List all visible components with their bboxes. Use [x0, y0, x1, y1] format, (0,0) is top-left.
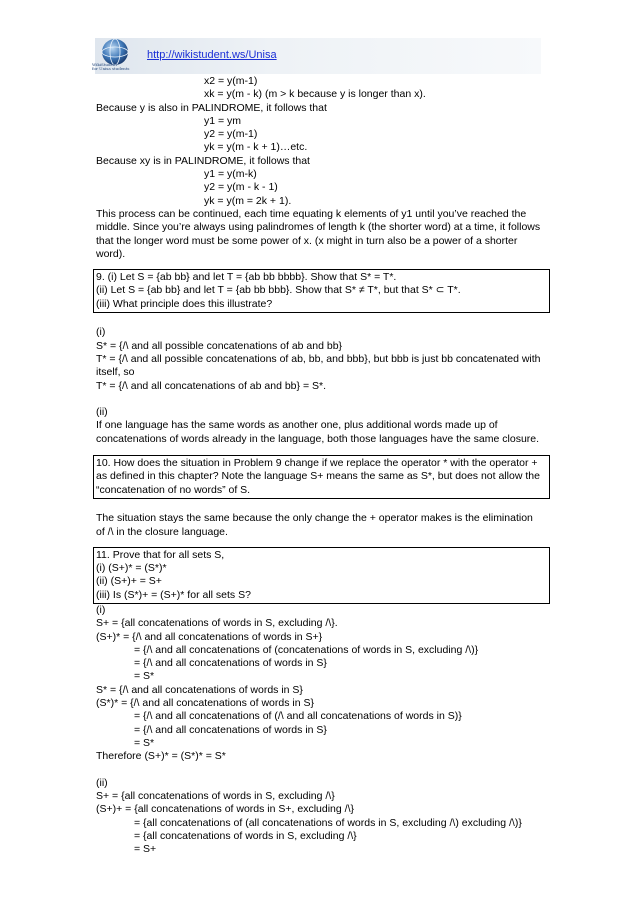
text-line: xk = y(m - k) (m > k because y is longer than x). — [204, 88, 426, 101]
logo-subtext: for Unisa students — [92, 66, 130, 71]
text-line: = {/\ and all concatenations of words in S} — [134, 657, 327, 670]
text-line: S* = {/\ and all concatenations of words in S} — [96, 683, 303, 696]
question-11-box — [93, 547, 550, 604]
text-line: T* = {/\ and all concatenations of ab and bb} = S*. — [96, 379, 327, 392]
question-line: (ii) Let S = {ab bb} and let T = {ab bb bbb}. Show that S* ≠ T*, but that S* ⊂ T*. — [96, 284, 461, 297]
text-line: = S* — [134, 736, 155, 749]
text-line: = S* — [134, 670, 155, 683]
text-line: = {/\ and all concatenations of (/\ and all concatenations of words in S)} — [134, 710, 462, 723]
text-line: S+ = {all concatenations of words in S, excluding /\} — [96, 790, 335, 803]
text-line: Therefore (S+)* = (S*)* = S* — [96, 750, 226, 763]
paragraph: This process can be continued, each time equating k elements of y1 until you’ve reached the middle. Since you’re always using palindromes of length k (the shorter word) at a time, it follows that the longer word must be some power of x. (x might in turn also be a power of a shorter word). — [96, 207, 541, 260]
text-line: y2 = y(m - k - 1) — [204, 181, 278, 194]
question-line: (i) (S+)* = (S*)* — [96, 562, 167, 575]
text-line: (S*)* = {/\ and all concatenations of words in S} — [96, 697, 315, 710]
logo-caption — [92, 63, 129, 71]
text-line: Because xy is in PALINDROME, it follows that — [96, 154, 310, 167]
text-line: (i) — [96, 603, 106, 616]
paragraph: T* = {/\ and all possible concatenations of ab, bb, and bbb}, but bbb is just bb concatenated with itself, so — [96, 352, 541, 379]
text-line: = {all concatenations of words in S, excluding /\} — [134, 830, 357, 843]
text-line: (i) — [96, 326, 106, 339]
text-line: (S+)* = {/\ and all concatenations of words in S+} — [96, 630, 323, 643]
question-line: (iii) What principle does this illustrate? — [96, 297, 273, 310]
text-line: y2 = y(m-1) — [204, 128, 258, 141]
text-line: yk = y(m = 2k + 1). — [204, 194, 292, 207]
text-line: = {/\ and all concatenations of (concatenations of words in S, excluding /\)} — [134, 643, 479, 656]
logo-text: WikiStudent — [92, 62, 118, 67]
text-line: S* = {/\ and all possible concatenations of ab and bb} — [96, 339, 343, 352]
question-line: (ii) (S+)+ = S+ — [96, 575, 162, 588]
document-body — [96, 75, 544, 857]
text-line: yk = y(m - k + 1)…etc. — [204, 141, 308, 154]
text-line: (S+)+ = {all concatenations of words in S+, excluding /\} — [96, 803, 354, 816]
question-text: 10. How does the situation in Problem 9 change if we replace the operator * with the operator + as defined in this chapter? Note the language S+ means the same as S*, but does not allow the “concatenation of no words” of S. — [96, 457, 540, 496]
text-line: (ii) — [96, 406, 108, 419]
question-line: 9. (i) Let S = {ab bb} and let T = {ab bb bbbb}. Show that S* = T*. — [96, 271, 397, 284]
text-line: = {/\ and all concatenations of words in S} — [134, 723, 327, 736]
text-line: y1 = y(m-k) — [204, 168, 257, 181]
text-line: x2 = y(m-1) — [204, 75, 258, 87]
paragraph: The situation stays the same because the only change the + operator makes is the elimination of /\ in the closure language. — [96, 512, 533, 538]
question-10-box — [93, 455, 550, 499]
question-line: (iii) Is (S*)+ = (S+)* for all sets S? — [96, 588, 251, 601]
paragraph: If one language has the same words as another one, plus additional words made up of concatenations of words already in the language, both those languages have the same closure. — [96, 419, 540, 445]
text-line: S+ = {all concatenations of words in S, excluding /\}. — [96, 617, 338, 630]
text-line: = S+ — [134, 843, 157, 856]
text-line: (ii) — [96, 776, 108, 789]
text-line: Because y is also in PALINDROME, it follows that — [96, 101, 327, 114]
question-line: 11. Prove that for all sets S, — [96, 548, 225, 561]
text-line: y1 = ym — [204, 114, 242, 127]
header-url-link[interactable]: http://wikistudent.ws/Unisa — [147, 49, 277, 61]
question-9-box — [93, 269, 550, 313]
text-line: = {all concatenations of (all concatenations of words in S, excluding /\) excluding /\)} — [134, 816, 522, 829]
